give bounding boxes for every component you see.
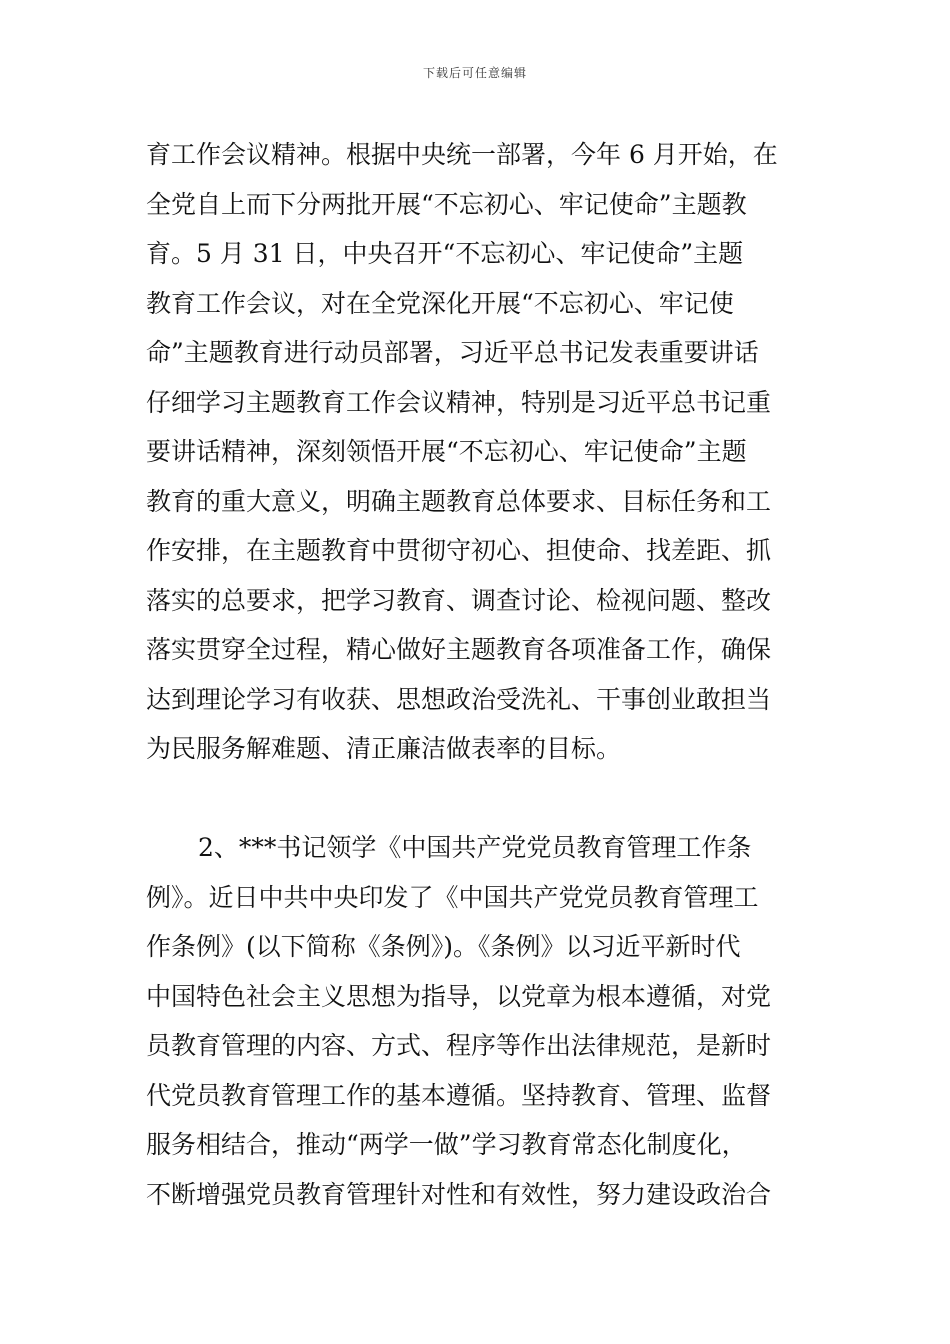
- text-line: 落实的总要求，把学习教育、调查讨论、检视问题、整改: [146, 585, 772, 615]
- text-line: 员教育管理的内容、方式、程序等作出法律规范，是新时: [146, 1031, 772, 1060]
- text-line: 作条例》(以下简称《条例》)。《条例》以习近平新时代: [146, 932, 741, 961]
- text-line: 仔细学习主题教育工作会议精神，特别是习近平总书记重: [146, 387, 772, 417]
- text-line: 中国特色社会主义思想为指导，以党章为根本遵循，对党: [146, 981, 772, 1011]
- text-line: 要讲话精神，深刻领悟开展“不忘初心、牢记使命”主题: [146, 437, 747, 466]
- text-line: 例》。近日中共中央印发了《中国共产党党员教育管理工: [146, 882, 759, 912]
- paragraph-2: [146, 823, 806, 1219]
- paragraph-gap: [146, 774, 806, 824]
- text-line: 代党员教育管理工作的基本遵循。坚持教育、管理、监督: [146, 1080, 772, 1110]
- text-line: 全党自上而下分两批开展“不忘初心、牢记使命”主题教: [146, 189, 747, 219]
- text-line: 不断增强党员教育管理针对性和有效性，努力建设政治合: [146, 1179, 772, 1209]
- text-line: 2、***书记领学《中国共产党党员教育管理工作条: [198, 833, 752, 862]
- text-line: 命”主题教育进行动员部署，习近平总书记发表重要讲话: [146, 338, 759, 367]
- text-line: 教育的重大意义，明确主题教育总体要求、目标任务和工: [146, 486, 772, 516]
- page-header: 下载后可任意编辑: [422, 66, 527, 80]
- document-body: [146, 130, 806, 1219]
- text-line: 达到理论学习有收获、思想政治受洗礼、干事创业敢担当: [146, 684, 772, 714]
- text-line: 落实贯穿全过程，精心做好主题教育各项准备工作，确保: [146, 635, 772, 664]
- text-line: 服务相结合，推动“两学一做”学习教育常态化制度化，: [146, 1130, 747, 1159]
- paragraph-1: [146, 130, 806, 774]
- text-line: 教育工作会议，对在全党深化开展“不忘初心、牢记使: [146, 288, 734, 318]
- text-line: 作安排，在主题教育中贯彻守初心、担使命、找差距、抓: [146, 536, 772, 565]
- text-line: 育工作会议精神。根据中央统一部署，今年 6 月开始，在: [146, 140, 778, 169]
- text-line: 为民服务解难题、清正廉洁做表率的目标。: [146, 734, 622, 763]
- text-line: 育。5 月 31 日，中央召开“不忘初心、牢记使命”主题: [146, 239, 744, 268]
